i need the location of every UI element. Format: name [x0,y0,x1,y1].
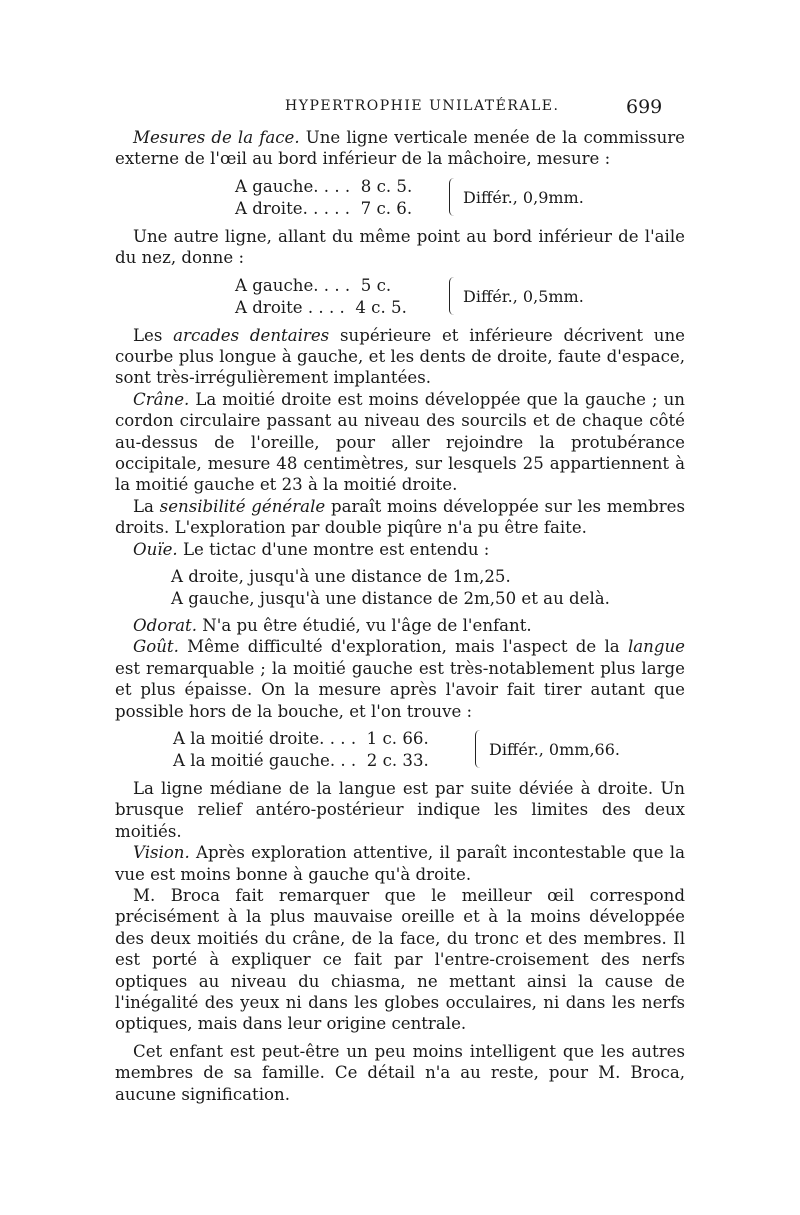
measure-row-right: A droite . . . . 4 c. 5. [235,297,407,317]
measure-row-right: A droite. . . . . 7 c. 6. [235,198,413,218]
measure-table-eye-nose [115,275,685,319]
measure-table-eye-jaw [115,176,685,220]
paragraph-nose-line [115,226,685,269]
page-body [115,127,685,1105]
brace [475,730,484,768]
text-skull: La moitié droite est moins développée que la gauche ; un cordon circulaire passant au niveau des sourcils et de chaque côté au-dessus de l'oreille, pour aller rejoindre la protubérance occipitale, mesure 48 centimètres, sur lesquels 25 appartiennent à la moitié gauche et 23 à la moitié droite. [115,389,685,495]
text-vision: Après exploration attentive, il paraît incontestable que la vue est moins bonne à gauche qu'à droite. [115,843,685,884]
hearing-right: A droite, jusqu'à une distance de 1m,25. [171,567,511,587]
brace [449,277,458,315]
label-skull: Crâne. [133,389,190,409]
paragraph-taste [115,636,685,722]
measure-row-left: A gauche. . . . 5 c. [235,275,392,295]
paragraph-face-measures [115,127,685,170]
text-pre: La [133,496,160,516]
measure-table-tongue [115,728,685,772]
text-face-measures: Une ligne verticale menée de la commissure externe de l'œil au bord inférieur de la mâchoire, mesure : [115,128,686,169]
measure-row-left: A gauche. . . . 8 c. 5. [235,176,413,196]
paragraph-sensibility [115,496,685,539]
label-tongue: langue [627,637,685,657]
measure-row-right-half: A la moitié droite. . . . 1 c. 66. [173,728,429,748]
paragraph-skull [115,389,685,496]
paragraph-tongue-midline: La ligne médiane de la langue est par suite déviée à droite. Un brusque relief antéro-postérieur indique les limites des deux moitiés. [115,778,685,841]
paragraph-conclusion: Cet enfant est peut-être un peu moins intelligent que les autres membres de sa famille. Ce détail n'a au reste, pour M. Broca, aucune signification. [115,1041,685,1104]
text-hearing: Le tictac d'une montre est entendu : [177,539,490,559]
running-title: HYPERTROPHIE UNILATÉRALE. [285,98,560,114]
paragraph-vision [115,842,685,885]
measure-difference: Différ., 0mm,66. [489,739,620,759]
label-face-measures: Mesures de la face. [133,128,300,147]
page-number: 699 [626,96,663,118]
page-header [0,96,800,124]
text-taste-2: est remarquable ; la moitié gauche est très-notablement plus large et plus épaisse. On la mesure après l'avoir fait tirer autant que possible hors de la bouche, et l'on trouve : [115,658,685,721]
measure-difference: Différ., 0,9mm. [463,187,584,207]
hearing-left: A gauche, jusqu'à une distance de 2m,50 et au delà. [171,588,610,608]
text-taste-1: Même difficulté d'exploration, mais l'aspect de la [178,637,628,657]
label-taste: Goût. [133,637,179,657]
measure-difference: Différ., 0,5mm. [463,286,584,306]
label-vision: Vision. [133,843,190,863]
paragraph-smell [115,615,685,636]
label-smell: Odorat. [133,615,197,635]
hearing-results [115,566,685,609]
text-nose-line: Une autre ligne, allant du même point au bord inférieur de l'aile du nez, donne : [115,226,685,268]
label-dental-arches: arcades dentaires [173,325,330,345]
measure-row-left-half: A la moitié gauche. . . 2 c. 33. [173,750,429,770]
text-dental-arches: supérieure et inférieure décrivent une courbe plus longue à gauche, et les dents de droite, faute d'espace, sont très-irrégulièrement implantées. [115,325,685,388]
text-smell: N'a pu être étudié, vu l'âge de l'enfant. [197,615,532,635]
label-hearing: Ouïe. [133,539,178,559]
paragraph-dental-arches [115,325,685,389]
text-pre: Les [133,325,174,345]
brace [449,178,458,216]
text-sensibility: paraît moins développée sur les membres droits. L'exploration par double piqûre n'a pu être faite. [115,496,686,538]
paragraph-broca-remark: M. Broca fait remarquer que le meilleur œil correspond précisément à la plus mauvaise oreille et à la moins développée des deux moitiés du crâne, de la face, du tronc et des membres. Il est porté à expliquer ce fait par l'entre-croisement des nerfs optiques au niveau du chiasma, ne mettant ainsi la cause de l'inégalité des yeux ni dans les globes occulaires, ni dans les nerfs optiques, mais dans leur origine centrale. [115,885,685,1034]
label-sensibility: sensibilité générale [159,496,326,516]
paragraph-hearing [115,539,685,560]
